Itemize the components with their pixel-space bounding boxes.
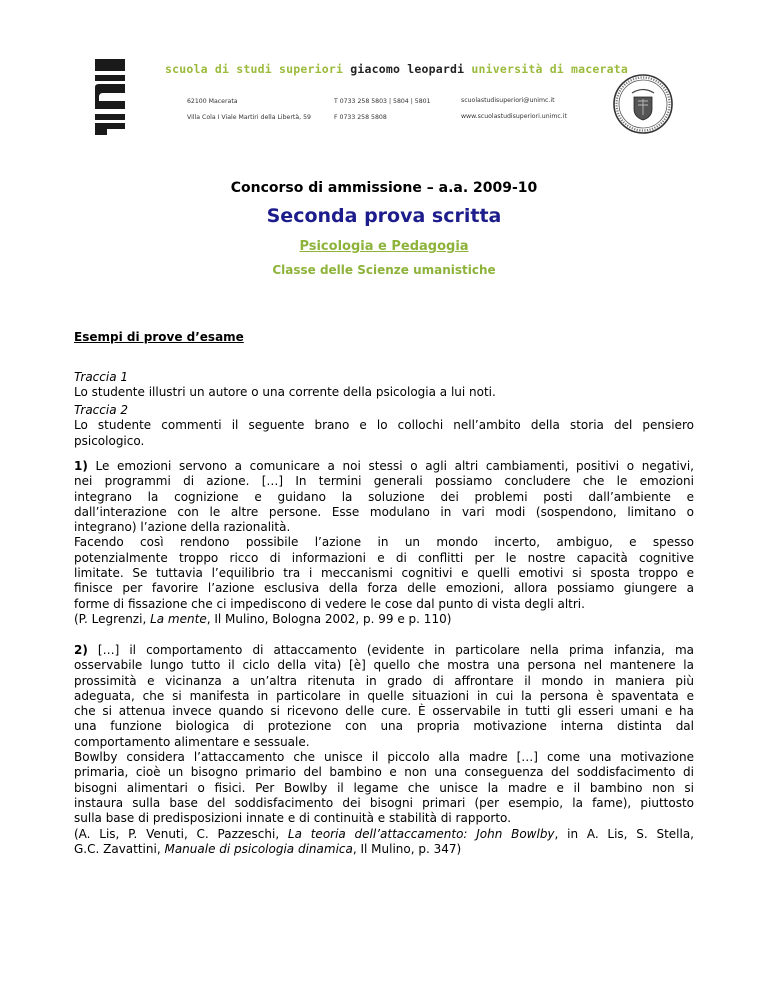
section-title: Esempi di prove d’esame <box>74 330 244 344</box>
brano-2-number: 2) <box>74 643 88 657</box>
brano-2 <box>74 643 694 857</box>
brano-1 <box>74 459 694 627</box>
brano-1-line: limitate. Se tuttavia l’equilibrio tra i meccanismi cognitivi e quelli emotivi si sposta troppo e <box>74 566 694 581</box>
traccia-1-label: Traccia 1 <box>74 370 129 384</box>
brano-2-line: Bowlby considera l’attaccamento che unisce il piccolo alla madre […] come una motivazione <box>74 750 694 765</box>
materia-subtitle: Psicologia e Pedagogia <box>299 239 469 254</box>
letterhead-website[interactable]: www.scuolastudisuperiori.unimc.it <box>461 113 567 120</box>
brano-1-line: potenzialmente troppo ricco di informazioni e di conflitti per le nostre capacità cognitive <box>74 550 694 565</box>
letterhead-university: università di macerata <box>471 62 629 76</box>
brano-2-citation: (A. Lis, P. Venuti, C. Pazzeschi, La teoria dell’attaccamento: John Bowlby, in A. Lis, S. Stella, <box>74 826 694 841</box>
brano-2-line: comportamento alimentare e sessuale. <box>74 734 310 749</box>
brano-2-line: 2) […] il comportamento di attaccamento (evidente in particolare nella prima infanzia, ma <box>74 643 694 657</box>
brano-2-line: sulla base di predisposizioni innate e di continuità e stabilità di rapporto. <box>74 811 512 826</box>
brano-2-line: adeguata, che si manifesta in particolare in quelle situazioni in cui la persona è spaventata e <box>74 688 694 703</box>
brano-1-citation: (P. Legrenzi, La mente, Il Mulino, Bologna 2002, p. 99 e p. 110) <box>74 611 452 626</box>
brano-1-line: integrano la cognizione e guidano la soluzione dei problemi posti dall’ambiente e <box>74 489 694 504</box>
school-logo-icon <box>93 57 133 137</box>
traccia-2-text-line-2: psicologico. <box>74 433 145 448</box>
brano-2-line: una funzione biologica di protezione con una propria motivazione interna distinta dal <box>74 719 694 734</box>
brano-2-line: primaria, cioè un bisogno primario del bambino e non una conseguenza del soddisfacimento di <box>74 765 694 780</box>
brano-1-line: 1) Le emozioni servono a comunicare a noi stessi o agli altri cambiamenti, positivi o negativi, <box>74 459 694 473</box>
letterhead-fax: F 0733 258 5808 <box>334 114 387 121</box>
letterhead-city: 62100 Macerata <box>187 98 238 105</box>
letterhead-title <box>165 62 628 76</box>
brano-1-line: Facendo così rendono possibile l’azione in un mondo incerto, ambiguo, e spesso <box>74 535 694 550</box>
brano-2-line: bisogni alimentari o fisici. Per Bowlby il legame che unisce la madre e il bambino non si <box>74 780 694 795</box>
brano-2-line: instaura sulla base del soddisfacimento dei bisogni primari (per esempio, la fame), piuttosto <box>74 795 694 810</box>
brano-1-line: integrano) l’azione della razionalità. <box>74 520 291 535</box>
brano-2-line: osservabile lungo tutto il ciclo della vita) [è] quello che mostra una persona nel mantenere la <box>74 658 694 673</box>
letterhead-email[interactable]: scuolastudisuperiori@unimc.it <box>461 97 555 104</box>
brano-1-number: 1) <box>74 459 88 473</box>
brano-1-line: dall’interazione con le altre persone. Esse modulano in vari modi (sospendono, limitano o <box>74 504 694 519</box>
letterhead-leopardi: giacomo leopardi <box>350 62 465 76</box>
brano-1-line: finisce per favorire l’azione esclusiva della forza delle emozioni, allora possiamo giungere a <box>74 581 694 596</box>
traccia-1-text: Lo studente illustri un autore o una corrente della psicologia a lui noti. <box>74 385 496 400</box>
brano-1-line: forme di fissazione che ci impediscono di vedere le cose dal punto di vista degli altri. <box>74 596 585 611</box>
letterhead-phone: T 0733 258 5803 | 5804 | 5801 <box>334 98 431 105</box>
university-seal-icon <box>612 73 674 135</box>
brano-1-line: nei programmi di azione. […] In termini generali possiamo concludere che le emozioni <box>74 474 694 489</box>
brano-2-line: prossimità e vicinanza a un’altra ritenuta in grado di affrontare il mondo in maniera più <box>74 673 694 688</box>
prova-title: Seconda prova scritta <box>266 205 502 227</box>
letterhead-school: scuola di studi superiori <box>165 62 344 76</box>
traccia-2-label: Traccia 2 <box>74 403 129 417</box>
letterhead-address: Villa Cola I Viale Martiri della Libertà, 59 <box>187 114 311 121</box>
traccia-2-text-line-1: Lo studente commenti il seguente brano e lo collochi nell’ambito della storia del pensiero <box>74 418 694 433</box>
brano-2-citation-line-2: G.C. Zavattini, Manuale di psicologia dinamica, Il Mulino, p. 347) <box>74 841 462 856</box>
traccia-1 <box>74 370 694 401</box>
concorso-title: Concorso di ammissione – a.a. 2009-10 <box>230 180 538 196</box>
brano-2-line: che si attenua invece quando si ricevono delle cure. È osservabile in tutti gli esseri umani e ha <box>74 704 694 719</box>
traccia-2 <box>74 403 694 449</box>
classe-subtitle: Classe delle Scienze umanistiche <box>272 263 496 277</box>
